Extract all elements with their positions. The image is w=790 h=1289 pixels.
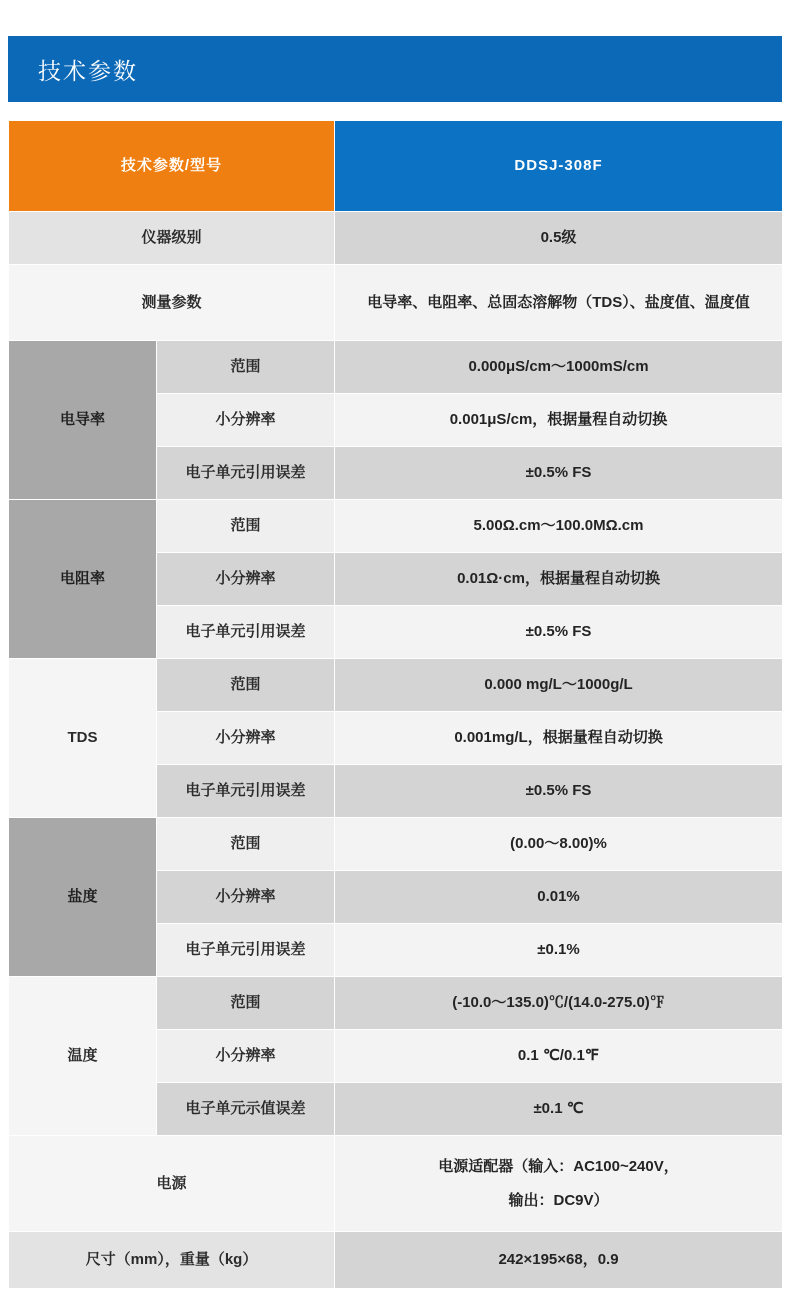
table-row bbox=[9, 818, 783, 871]
table-row bbox=[9, 265, 783, 341]
specification-table bbox=[8, 120, 783, 1289]
sub-label-resolution: 小分辨率 bbox=[157, 871, 335, 924]
sub-label-resolution: 小分辨率 bbox=[157, 712, 335, 765]
value-salinity-resolution: 0.01% bbox=[335, 871, 783, 924]
value-salinity-range: (0.00～8.00)% bbox=[335, 818, 783, 871]
value-temperature-range: (-10.0～135.0)℃/(14.0-275.0)℉ bbox=[335, 977, 783, 1030]
sub-label-error: 电子单元引用误差 bbox=[157, 765, 335, 818]
power-line-input: 电源适配器（输入：AC100~240V， bbox=[438, 1158, 679, 1176]
row-value-measurement-parameters: 电导率、电阻率、总固态溶解物（TDS）、盐度值、温度值 bbox=[335, 265, 783, 341]
table-row bbox=[9, 977, 783, 1030]
sub-label-resolution: 小分辨率 bbox=[157, 553, 335, 606]
page-banner bbox=[8, 36, 782, 102]
group-label-conductivity: 电导率 bbox=[9, 341, 157, 500]
table-row bbox=[9, 1232, 783, 1289]
page-title: 技术参数 bbox=[38, 57, 138, 84]
sub-label-resolution: 小分辨率 bbox=[157, 1030, 335, 1083]
row-label-instrument-grade: 仪器级别 bbox=[9, 212, 335, 265]
table-row bbox=[9, 212, 783, 265]
table-header-row bbox=[9, 121, 783, 212]
row-value-dimensions-weight: 242×195×68，0.9 bbox=[335, 1232, 783, 1289]
sub-label-range: 范围 bbox=[157, 500, 335, 553]
value-resistivity-resolution: 0.01Ω·cm，根据量程自动切换 bbox=[335, 553, 783, 606]
group-label-tds: TDS bbox=[9, 659, 157, 818]
value-temperature-resolution: 0.1 ℃/0.1℉ bbox=[335, 1030, 783, 1083]
sub-label-range: 范围 bbox=[157, 659, 335, 712]
header-cell-parameter: 技术参数/型号 bbox=[9, 121, 335, 212]
value-resistivity-range: 5.00Ω.cm～100.0MΩ.cm bbox=[335, 500, 783, 553]
value-tds-error: ±0.5% FS bbox=[335, 765, 783, 818]
row-label-dimensions-weight: 尺寸（mm），重量（kg） bbox=[9, 1232, 335, 1289]
row-label-measurement-parameters: 测量参数 bbox=[9, 265, 335, 341]
table-row bbox=[9, 1136, 783, 1232]
value-conductivity-range: 0.000μS/cm～1000mS/cm bbox=[335, 341, 783, 394]
value-temperature-error: ±0.1 ℃ bbox=[335, 1083, 783, 1136]
table-row bbox=[9, 659, 783, 712]
power-line-output: 输出：DC9V） bbox=[508, 1191, 609, 1209]
sub-label-error: 电子单元引用误差 bbox=[157, 924, 335, 977]
sub-label-range: 范围 bbox=[157, 977, 335, 1030]
value-resistivity-error: ±0.5% FS bbox=[335, 606, 783, 659]
value-conductivity-error: ±0.5% FS bbox=[335, 447, 783, 500]
value-tds-range: 0.000 mg/L～1000g/L bbox=[335, 659, 783, 712]
sub-label-resolution: 小分辨率 bbox=[157, 394, 335, 447]
table-row bbox=[9, 500, 783, 553]
value-conductivity-resolution: 0.001μS/cm，根据量程自动切换 bbox=[335, 394, 783, 447]
sub-label-error: 电子单元示值误差 bbox=[157, 1083, 335, 1136]
row-value-instrument-grade: 0.5级 bbox=[335, 212, 783, 265]
row-label-power: 电源 bbox=[9, 1136, 335, 1232]
group-label-temperature: 温度 bbox=[9, 977, 157, 1136]
value-salinity-error: ±0.1% bbox=[335, 924, 783, 977]
sub-label-error: 电子单元引用误差 bbox=[157, 606, 335, 659]
sub-label-range: 范围 bbox=[157, 341, 335, 394]
group-label-resistivity: 电阻率 bbox=[9, 500, 157, 659]
value-tds-resolution: 0.001mg/L，根据量程自动切换 bbox=[335, 712, 783, 765]
header-cell-model: DDSJ-308F bbox=[335, 121, 783, 212]
sub-label-error: 电子单元引用误差 bbox=[157, 447, 335, 500]
group-label-salinity: 盐度 bbox=[9, 818, 157, 977]
row-value-power bbox=[335, 1136, 783, 1232]
table-row bbox=[9, 341, 783, 394]
sub-label-range: 范围 bbox=[157, 818, 335, 871]
